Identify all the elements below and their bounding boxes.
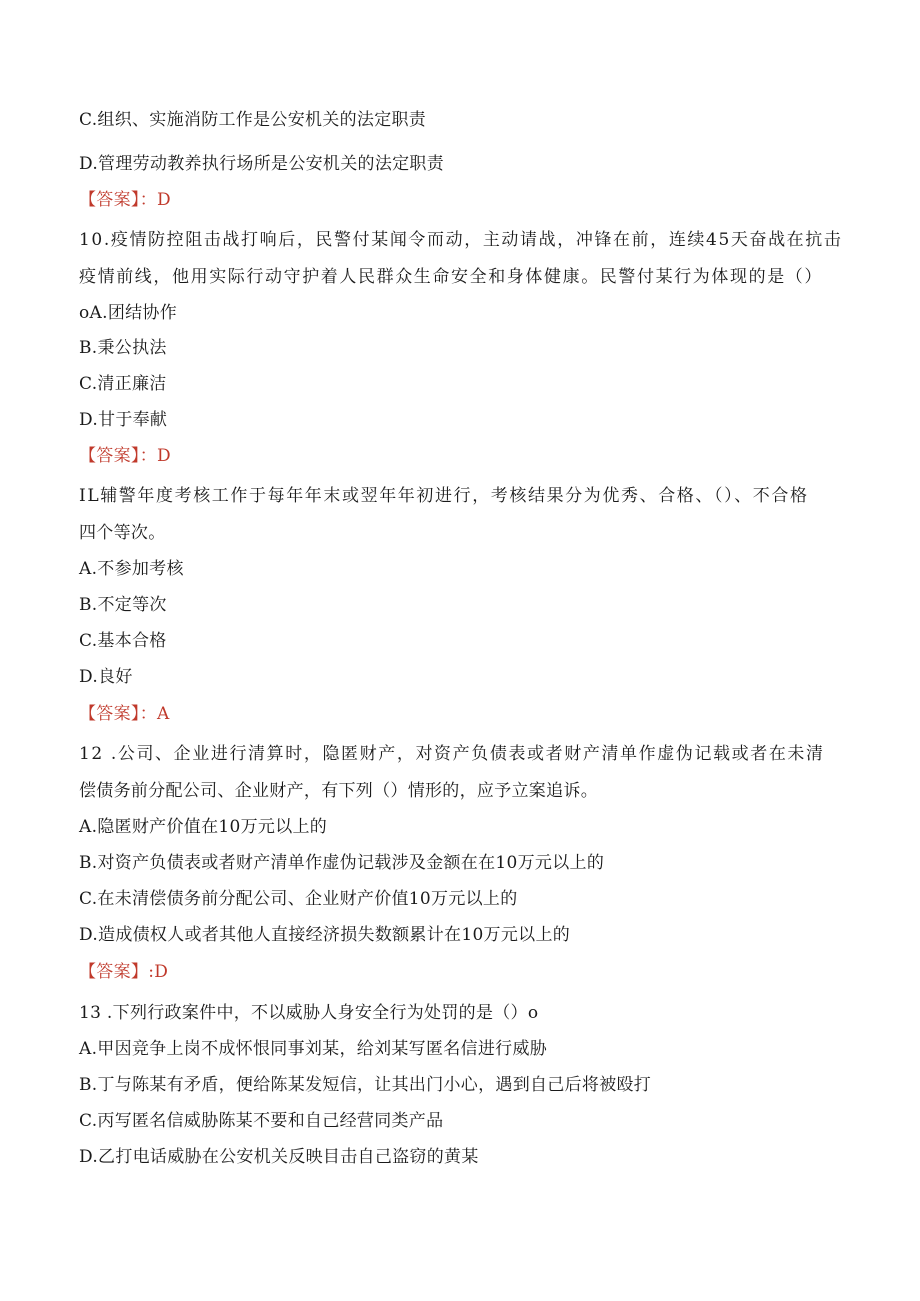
option-line: A.隐匿财产价值在10万元以上的 — [79, 817, 328, 837]
question-line: IL辅警年度考核工作于每年年末或翌年年初进行，考核结果分为优秀、合格、（）、不合格 — [79, 486, 809, 506]
answer-line: 【答案】：D — [79, 190, 171, 210]
option-line: D.良好 — [79, 667, 133, 687]
option-line: B.丁与陈某有矛盾，便给陈某发短信，让其出门小心，遇到自己后将被殴打 — [79, 1075, 652, 1095]
option-line: D.管理劳动教养执行场所是公安机关的法定职责 — [79, 154, 445, 174]
option-line: A.不参加考核 — [79, 559, 184, 579]
option-line: D.造成债权人或者其他人直接经济损失数额累计在10万元以上的 — [79, 925, 571, 945]
option-line: C.基本合格 — [79, 631, 167, 651]
option-line: B.不定等次 — [79, 595, 167, 615]
question-line: 四个等次。 — [79, 523, 166, 543]
option-line: B.秉公执法 — [79, 338, 167, 358]
option-line: C.在未清偿债务前分配公司、企业财产价值10万元以上的 — [79, 889, 518, 909]
option-line: oA.团结协作 — [79, 303, 178, 323]
option-line: D.甘于奉献 — [79, 410, 168, 430]
option-line: A.甲因竞争上岗不成怀恨同事刘某，给刘某写匿名信进行威胁 — [79, 1039, 548, 1059]
option-line: D.乙打电话威胁在公安机关反映目击自己盗窃的黄某 — [79, 1147, 479, 1167]
answer-line: 【答案】：A — [79, 704, 170, 724]
option-line: C.组织、实施消防工作是公安机关的法定职责 — [79, 110, 427, 130]
option-line: C.清正廉洁 — [79, 374, 167, 394]
question-line: 疫情前线，他用实际行动守护着人民群众生命安全和身体健康。民警付某行为体现的是（） — [79, 267, 823, 287]
question-line: 10.疫情防控阻击战打响后，民警付某闻令而动，主动请战，冲锋在前，连续45天奋战在抗击 — [79, 230, 843, 250]
question-line: 12 .公司、企业进行清算时，隐匿财产，对资产负债表或者财产清单作虚伪记载或者在未清 — [79, 744, 825, 764]
answer-line: 【答案】:D — [79, 962, 169, 982]
question-line: 偿债务前分配公司、企业财产，有下列（）情形的，应予立案追诉。 — [79, 781, 598, 801]
answer-line: 【答案】：D — [79, 446, 171, 466]
question-line: 13 .下列行政案件中，不以威胁人身安全行为处罚的是（）o — [79, 1003, 539, 1023]
option-line: B.对资产负债表或者财产清单作虚伪记载涉及金额在在10万元以上的 — [79, 853, 605, 873]
option-line: C.丙写匿名信威胁陈某不要和自己经营同类产品 — [79, 1111, 444, 1131]
